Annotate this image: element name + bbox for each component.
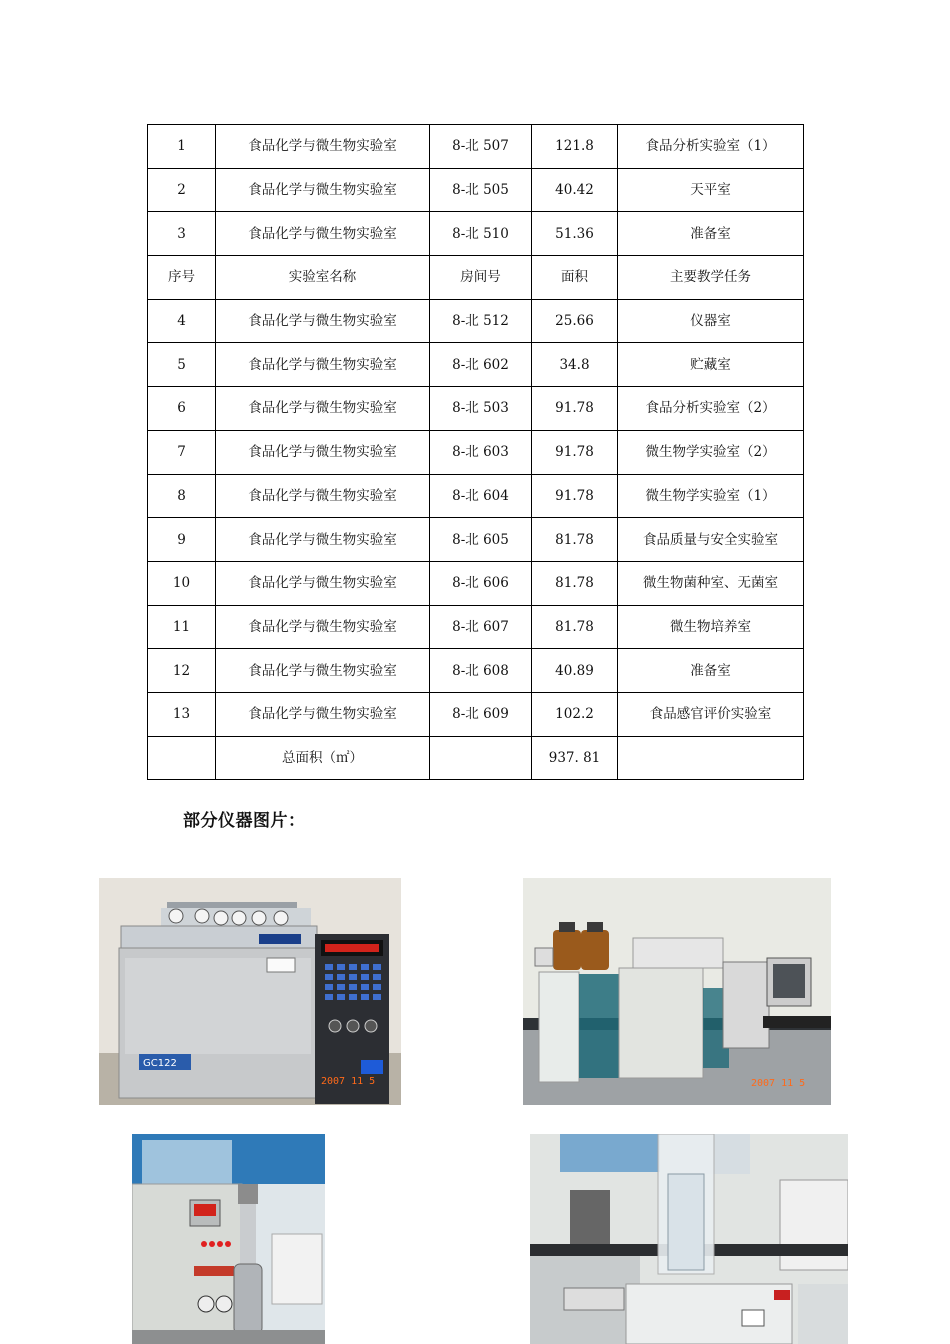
lab-name-cell: 食品化学与微生物实验室 [216,125,430,169]
table-row [148,561,804,605]
lab-name-cell: 食品化学与微生物实验室 [216,605,430,649]
lab-name-cell: 食品化学与微生物实验室 [216,518,430,562]
area-cell: 91.78 [532,430,618,474]
teaching-task-cell: 准备室 [618,212,804,256]
teaching-task-cell: 仪器室 [618,299,804,343]
area-cell: 40.42 [532,168,618,212]
room-number-cell: 8-北 605 [430,518,532,562]
seq-cell [148,736,216,780]
room-number-cell: 8-北 503 [430,387,532,431]
seq-cell: 11 [148,605,216,649]
teaching-task-cell: 食品质量与安全实验室 [618,518,804,562]
table-row [148,649,804,693]
seq-cell: 8 [148,474,216,518]
area-cell: 91.78 [532,474,618,518]
date-stamp: 2007 11 5 [751,1078,806,1089]
section-title: 部分仪器图片： [183,811,306,831]
teaching-task-cell: 微生物学实验室（2） [618,430,804,474]
room-number-cell: 8-北 607 [430,605,532,649]
area-cell: 面积 [532,256,618,300]
lab-name-cell: 食品化学与微生物实验室 [216,692,430,736]
lab-name-cell: 总面积（㎡） [216,736,430,780]
seq-cell: 2 [148,168,216,212]
lab-name-cell: 食品化学与微生物实验室 [216,168,430,212]
area-cell: 40.89 [532,649,618,693]
room-number-cell: 8-北 603 [430,430,532,474]
seq-cell: 6 [148,387,216,431]
room-number-cell: 8-北 512 [430,299,532,343]
seq-cell: 1 [148,125,216,169]
lab-name-cell: 食品化学与微生物实验室 [216,430,430,474]
lab-name-cell: 食品化学与微生物实验室 [216,299,430,343]
area-cell: 102.2 [532,692,618,736]
table-row [148,474,804,518]
teaching-task-cell: 食品分析实验室（2） [618,387,804,431]
area-cell: 121.8 [532,125,618,169]
seq-cell: 5 [148,343,216,387]
room-number-cell: 8-北 602 [430,343,532,387]
table-row [148,605,804,649]
freeze-dryer-photo [530,1134,848,1344]
lab-rooms-table [147,124,804,780]
seq-cell: 9 [148,518,216,562]
lab-name-cell: 食品化学与微生物实验室 [216,561,430,605]
teaching-task-cell: 准备室 [618,649,804,693]
lab-name-cell: 食品化学与微生物实验室 [216,343,430,387]
table-row [148,387,804,431]
area-cell: 81.78 [532,561,618,605]
liquid-chromatograph-photo [523,878,831,1105]
area-cell: 937. 81 [532,736,618,780]
room-number-cell [430,736,532,780]
seq-cell: 10 [148,561,216,605]
lab-name-cell: 食品化学与微生物实验室 [216,474,430,518]
area-cell: 25.66 [532,299,618,343]
room-number-cell: 房间号 [430,256,532,300]
seq-cell: 序号 [148,256,216,300]
table-total-row [148,736,804,780]
area-cell: 81.78 [532,605,618,649]
table-row [148,430,804,474]
table-row [148,343,804,387]
table-row [148,692,804,736]
teaching-task-cell: 贮藏室 [618,343,804,387]
seq-cell: 12 [148,649,216,693]
teaching-task-cell: 微生物学实验室（1） [618,474,804,518]
area-cell: 34.8 [532,343,618,387]
table-row [148,212,804,256]
table-row [148,299,804,343]
table-row [148,518,804,562]
date-stamp: 2007 11 5 [321,1076,376,1087]
lab-name-cell: 食品化学与微生物实验室 [216,212,430,256]
room-number-cell: 8-北 510 [430,212,532,256]
fermenter-photo [132,1134,325,1344]
lab-name-cell: 食品化学与微生物实验室 [216,649,430,693]
area-cell: 91.78 [532,387,618,431]
room-number-cell: 8-北 604 [430,474,532,518]
table-row [148,168,804,212]
room-number-cell: 8-北 606 [430,561,532,605]
teaching-task-cell: 微生物菌种室、无菌室 [618,561,804,605]
teaching-task-cell: 主要教学任务 [618,256,804,300]
lab-name-cell: 食品化学与微生物实验室 [216,387,430,431]
seq-cell: 4 [148,299,216,343]
teaching-task-cell: 食品分析实验室（1） [618,125,804,169]
teaching-task-cell: 微生物培养室 [618,605,804,649]
room-number-cell: 8-北 608 [430,649,532,693]
teaching-task-cell [618,736,804,780]
seq-cell: 7 [148,430,216,474]
room-number-cell: 8-北 505 [430,168,532,212]
teaching-task-cell: 食品感官评价实验室 [618,692,804,736]
teaching-task-cell: 天平室 [618,168,804,212]
table-row [148,125,804,169]
room-number-cell: 8-北 507 [430,125,532,169]
gas-chromatograph-photo [99,878,401,1105]
table-header-row [148,256,804,300]
svg-text:GC122: GC122 [143,1058,177,1069]
area-cell: 81.78 [532,518,618,562]
lab-name-cell: 实验室名称 [216,256,430,300]
seq-cell: 3 [148,212,216,256]
room-number-cell: 8-北 609 [430,692,532,736]
seq-cell: 13 [148,692,216,736]
area-cell: 51.36 [532,212,618,256]
